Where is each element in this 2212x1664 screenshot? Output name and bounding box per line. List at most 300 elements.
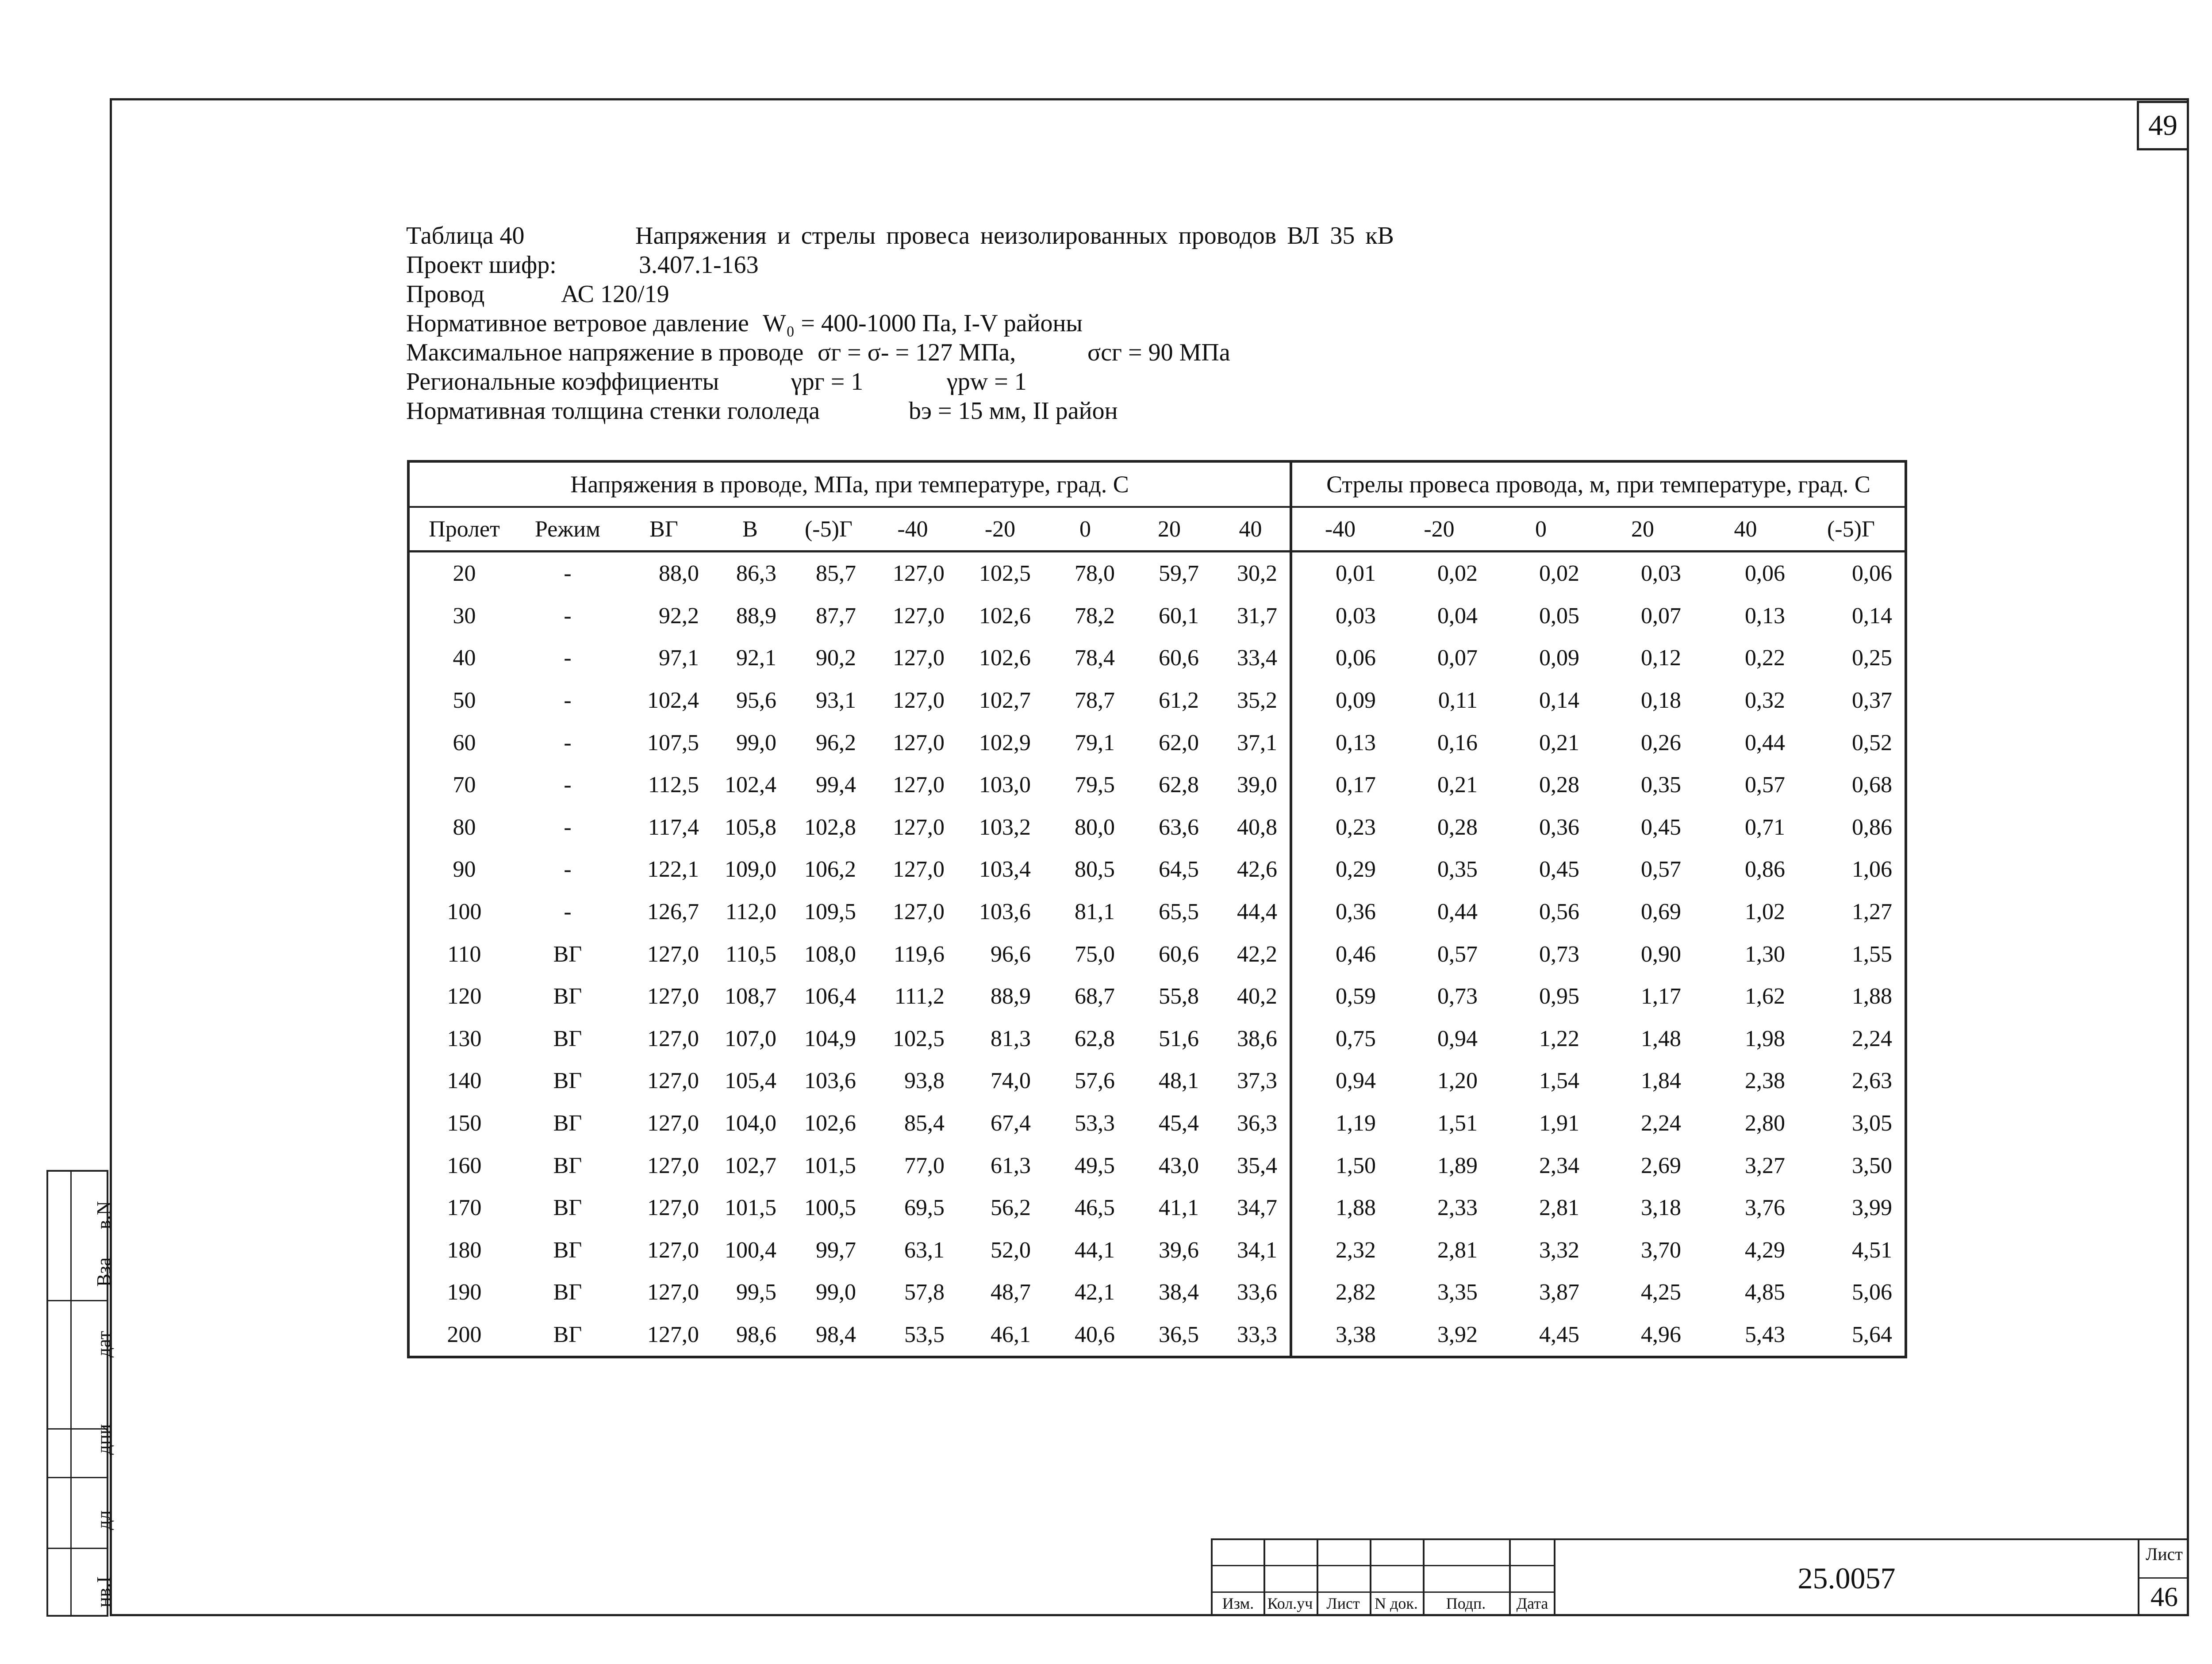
table-cell: 3,32 xyxy=(1539,1237,1579,1263)
table-cell: 127,0 xyxy=(647,1068,699,1094)
table-cell: 3,27 xyxy=(1745,1153,1785,1178)
column-header: -40 xyxy=(868,507,957,552)
table-cell: 99,7 xyxy=(816,1237,856,1263)
project-code: 3.407.1-163 xyxy=(639,251,759,279)
table-cell: 62,8 xyxy=(1075,1026,1115,1051)
table-cell: 1,88 xyxy=(1852,984,1892,1009)
column-header: В xyxy=(711,507,789,552)
table-cell: 0,13 xyxy=(1291,721,1388,764)
table-cell: 45,4 xyxy=(1159,1111,1199,1136)
table-cell: 0,13 xyxy=(1745,603,1785,629)
table-cell: 69,5 xyxy=(904,1195,945,1221)
table-cell: 42,1 xyxy=(1075,1280,1115,1305)
table-cell: 40,8 xyxy=(1237,814,1277,840)
table-row xyxy=(408,721,1906,764)
table-cell: - xyxy=(564,899,572,925)
table-cell: 109,0 xyxy=(725,857,776,882)
table-cell: 0,59 xyxy=(1291,975,1388,1018)
table-cell: 43,0 xyxy=(1159,1153,1199,1178)
table-cell: 60,6 xyxy=(1159,941,1199,967)
table-cell: 0,22 xyxy=(1745,645,1785,671)
table-cell: 0,94 xyxy=(1291,1060,1388,1102)
project-label: Проект шифр: xyxy=(406,251,557,279)
table-cell: 62,0 xyxy=(1159,730,1199,755)
table-cell: 127,0 xyxy=(893,688,945,713)
table-row xyxy=(408,552,1906,595)
table-cell: ВГ xyxy=(553,1195,582,1221)
table-cell: 112,0 xyxy=(725,899,776,925)
table-cell: 78,0 xyxy=(1075,561,1115,587)
table-cell: ВГ xyxy=(553,1280,582,1305)
table-cell: 106,2 xyxy=(804,857,856,882)
table-cell: 0,09 xyxy=(1539,645,1579,671)
table-cell: 5,64 xyxy=(1852,1322,1892,1347)
table-cell: 102,7 xyxy=(725,1153,776,1178)
table-cell: 44,4 xyxy=(1237,899,1277,925)
table-cell: 0,71 xyxy=(1745,814,1785,840)
table-cell: 0,07 xyxy=(1641,603,1681,629)
table-cell: 0,86 xyxy=(1745,857,1785,882)
table-cell: 0,01 xyxy=(1291,552,1388,595)
table-cell: 79,5 xyxy=(1075,772,1115,798)
table-cell: 68,7 xyxy=(1075,984,1115,1009)
inv-no-label: в.N xyxy=(93,1201,115,1229)
table-cell: 103,6 xyxy=(804,1068,856,1094)
wind-label: Нормативное ветровое давление xyxy=(406,310,749,337)
table-cell: 0,36 xyxy=(1291,891,1388,933)
table-cell: 34,7 xyxy=(1237,1195,1277,1221)
table-cell: 127,0 xyxy=(893,899,945,925)
table-cell: 0,86 xyxy=(1852,814,1892,840)
table-cell: 103,6 xyxy=(979,899,1031,925)
table-cell: 0,44 xyxy=(1437,899,1478,925)
table-cell: 119,6 xyxy=(893,941,945,967)
table-cell: - xyxy=(564,688,572,713)
table-cell: 90,2 xyxy=(816,645,856,671)
table-row xyxy=(408,637,1906,679)
table-row xyxy=(408,1229,1906,1272)
table-cell: 75,0 xyxy=(1075,941,1115,967)
table-cell: 0,11 xyxy=(1438,688,1478,713)
table-cell: 85,7 xyxy=(816,561,856,587)
table-cell: 48,1 xyxy=(1159,1068,1199,1094)
stress-value-1: σг = σ- = 127 МПа, xyxy=(818,339,1016,366)
table-cell: 96,2 xyxy=(816,730,856,755)
table-cell: 97,1 xyxy=(659,645,699,671)
table-cell: 3,18 xyxy=(1641,1195,1681,1221)
table-cell: 127,0 xyxy=(893,645,945,671)
table-cell: 0,04 xyxy=(1437,603,1478,629)
table-cell: ВГ xyxy=(553,1068,582,1094)
table-cell: - xyxy=(564,814,572,840)
table-cell: 0,16 xyxy=(1437,730,1478,755)
table-cell: 140 xyxy=(447,1068,482,1094)
table-row xyxy=(408,1144,1906,1187)
table-cell: 120 xyxy=(447,984,482,1009)
table-cell: 3,50 xyxy=(1852,1153,1892,1178)
table-cell: - xyxy=(564,603,572,629)
table-cell: 127,0 xyxy=(893,772,945,798)
column-header: 0 xyxy=(1490,507,1592,552)
table-cell: 67,4 xyxy=(991,1111,1031,1136)
table-cell: 2,24 xyxy=(1641,1111,1681,1136)
stamp-label-kol: Кол.уч xyxy=(1267,1595,1313,1612)
table-cell: 1,20 xyxy=(1437,1068,1478,1094)
table-cell: 1,62 xyxy=(1745,984,1785,1009)
table-cell: 105,8 xyxy=(725,814,776,840)
table-cell: 0,68 xyxy=(1852,772,1892,798)
table-cell: 96,6 xyxy=(991,941,1031,967)
table-cell: 63,1 xyxy=(904,1237,945,1263)
table-cell: 31,7 xyxy=(1237,603,1277,629)
table-cell: 52,0 xyxy=(991,1237,1031,1263)
table-cell: 110,5 xyxy=(725,941,776,967)
table-cell: 78,7 xyxy=(1075,688,1115,713)
table-cell: 127,0 xyxy=(893,857,945,882)
table-cell: 30,2 xyxy=(1237,561,1277,587)
table-cell: 0,06 xyxy=(1745,561,1785,587)
column-header: 20 xyxy=(1592,507,1694,552)
table-row xyxy=(408,891,1906,933)
table-cell: ВГ xyxy=(553,1026,582,1051)
table-cell: 40 xyxy=(453,645,476,671)
table-cell: 65,5 xyxy=(1159,899,1199,925)
table-cell: 200 xyxy=(447,1322,482,1347)
table-cell: 127,0 xyxy=(647,1026,699,1051)
table-cell: 106,4 xyxy=(804,984,856,1009)
table-cell: 0,18 xyxy=(1641,688,1681,713)
table-cell: 1,02 xyxy=(1745,899,1785,925)
column-header: 40 xyxy=(1694,507,1797,552)
table-cell: 127,0 xyxy=(893,561,945,587)
table-cell: 4,29 xyxy=(1745,1237,1785,1263)
table-cell: 0,29 xyxy=(1291,848,1388,891)
table-cell: 127,0 xyxy=(647,1322,699,1347)
table-cell: ВГ xyxy=(553,1111,582,1136)
table-cell: 99,0 xyxy=(816,1280,856,1305)
coef-value-2: γpw = 1 xyxy=(947,368,1027,395)
table-cell: 57,6 xyxy=(1075,1068,1115,1094)
table-cell: 80,0 xyxy=(1075,814,1115,840)
wind-value: W₀ = 400-1000 Па, I-V районы xyxy=(763,310,1083,337)
table-cell: 150 xyxy=(447,1111,482,1136)
table-cell: 103,2 xyxy=(979,814,1031,840)
table-cell: 1,06 xyxy=(1852,857,1892,882)
table-row xyxy=(408,679,1906,722)
table-cell: 60,6 xyxy=(1159,645,1199,671)
table-cell: 0,35 xyxy=(1437,857,1478,882)
table-cell: 127,0 xyxy=(647,1195,699,1221)
table-cell: 53,5 xyxy=(904,1322,945,1347)
table-cell: ВГ xyxy=(553,941,582,967)
sag-tension-table xyxy=(407,460,1907,1358)
table-cell: 0,03 xyxy=(1641,561,1681,587)
table-cell: 0,28 xyxy=(1437,814,1478,840)
table-cell: 0,95 xyxy=(1539,984,1579,1009)
table-cell: 50 xyxy=(453,688,476,713)
table-cell: 101,5 xyxy=(804,1153,856,1178)
table-cell: 108,0 xyxy=(804,941,856,967)
table-cell: 98,4 xyxy=(816,1322,856,1347)
table-cell: 80 xyxy=(453,814,476,840)
table-cell: 0,02 xyxy=(1539,561,1579,587)
table-cell: 126,7 xyxy=(647,899,699,925)
sheet-number: 46 xyxy=(2139,1577,2189,1616)
table-cell: 1,88 xyxy=(1291,1187,1388,1229)
table-cell: 99,0 xyxy=(736,730,776,755)
table-cell: 0,06 xyxy=(1852,561,1892,587)
table-cell: 130 xyxy=(447,1026,482,1051)
table-cell: 57,8 xyxy=(904,1280,945,1305)
table-cell: 127,0 xyxy=(893,814,945,840)
table-cell: 103,4 xyxy=(979,857,1031,882)
table-cell: 44,1 xyxy=(1075,1237,1115,1263)
table-cell: 74,0 xyxy=(991,1068,1031,1094)
table-cell: 2,82 xyxy=(1291,1271,1388,1314)
table-cell: 2,81 xyxy=(1437,1237,1478,1263)
inv-podl-label: нв.І xyxy=(93,1576,115,1607)
column-header: -20 xyxy=(957,507,1043,552)
stress-group-header: Напряжения в проводе, МПа, при температуре, град. С xyxy=(408,461,1291,507)
table-cell: 88,9 xyxy=(736,603,776,629)
table-cell: 92,1 xyxy=(736,645,776,671)
table-cell: 88,9 xyxy=(991,984,1031,1009)
table-cell: 127,0 xyxy=(647,1111,699,1136)
table-cell: 62,8 xyxy=(1159,772,1199,798)
left-margin-stamp xyxy=(46,1170,115,1617)
coef-label: Региональные коэффициенты xyxy=(406,368,719,395)
table-row xyxy=(408,595,1906,637)
table-cell: 0,94 xyxy=(1437,1026,1478,1051)
table-cell: 4,45 xyxy=(1539,1322,1579,1347)
table-cell: 99,5 xyxy=(736,1280,776,1305)
table-cell: 0,57 xyxy=(1437,941,1478,967)
table-cell: ВГ xyxy=(553,1237,582,1263)
column-header: 40 xyxy=(1211,507,1291,552)
table-cell: 33,4 xyxy=(1237,645,1277,671)
table-cell: 51,6 xyxy=(1159,1026,1199,1051)
table-cell: - xyxy=(564,730,572,755)
table-cell: 56,2 xyxy=(991,1195,1031,1221)
table-cell: 95,6 xyxy=(736,688,776,713)
table-cell: 0,37 xyxy=(1852,688,1892,713)
column-header: 20 xyxy=(1127,507,1211,552)
table-cell: 102,6 xyxy=(804,1111,856,1136)
stamp-label-podp: Подп. xyxy=(1446,1595,1486,1612)
table-cell: 38,6 xyxy=(1237,1026,1277,1051)
table-cell: 0,45 xyxy=(1641,814,1681,840)
table-cell: 5,43 xyxy=(1745,1322,1785,1347)
table-cell: 127,0 xyxy=(647,1237,699,1263)
table-cell: 49,5 xyxy=(1075,1153,1115,1178)
table-cell: 61,3 xyxy=(991,1153,1031,1178)
table-cell: 39,0 xyxy=(1237,772,1277,798)
table-cell: 48,7 xyxy=(991,1280,1031,1305)
table-cell: 1,89 xyxy=(1437,1153,1478,1178)
table-cell: 39,6 xyxy=(1159,1237,1199,1263)
table-cell: 79,1 xyxy=(1075,730,1115,755)
table-cell: 1,55 xyxy=(1852,941,1892,967)
table-cell: 0,45 xyxy=(1539,857,1579,882)
table-cell: 81,1 xyxy=(1075,899,1115,925)
table-cell: 42,2 xyxy=(1237,941,1277,967)
table-cell: 4,51 xyxy=(1852,1237,1892,1263)
table-cell: 61,2 xyxy=(1159,688,1199,713)
table-cell: 60 xyxy=(453,730,476,755)
table-cell: 110 xyxy=(447,941,481,967)
table-cell: 36,5 xyxy=(1159,1322,1199,1347)
column-header: -20 xyxy=(1388,507,1490,552)
table-cell: 99,4 xyxy=(816,772,856,798)
table-cell: 3,70 xyxy=(1641,1237,1681,1263)
wire-value: АС 120/19 xyxy=(561,280,669,308)
table-cell: ВГ xyxy=(553,1153,582,1178)
table-cell: 109,5 xyxy=(804,899,856,925)
table-cell: 1,22 xyxy=(1539,1026,1579,1051)
table-cell: 64,5 xyxy=(1159,857,1199,882)
table-cell: 36,3 xyxy=(1237,1111,1277,1136)
table-cell: - xyxy=(564,645,572,671)
table-cell: 2,69 xyxy=(1641,1153,1681,1178)
table-row xyxy=(408,933,1906,975)
table-cell: - xyxy=(564,772,572,798)
table-cell: 105,4 xyxy=(725,1068,776,1094)
table-cell: 0,56 xyxy=(1539,899,1579,925)
table-cell: 102,8 xyxy=(804,814,856,840)
table-cell: 127,0 xyxy=(647,1280,699,1305)
table-row xyxy=(408,1271,1906,1314)
table-cell: 117,4 xyxy=(648,814,699,840)
table-cell: 127,0 xyxy=(647,984,699,1009)
table-cell: ВГ xyxy=(553,984,582,1009)
table-row xyxy=(408,764,1906,806)
column-header: Пролет xyxy=(408,507,519,552)
table-cell: 4,96 xyxy=(1641,1322,1681,1347)
table-cell: 40,6 xyxy=(1075,1322,1115,1347)
table-cell: 0,17 xyxy=(1291,764,1388,806)
table-row xyxy=(408,1060,1906,1102)
table-cell: 20 xyxy=(453,561,476,587)
table-cell: 0,21 xyxy=(1539,730,1579,755)
table-cell: 0,25 xyxy=(1852,645,1892,671)
table-cell: 0,32 xyxy=(1745,688,1785,713)
table-cell: 38,4 xyxy=(1159,1280,1199,1305)
table-cell: 170 xyxy=(447,1195,482,1221)
table-row xyxy=(408,848,1906,891)
table-cell: 55,8 xyxy=(1159,984,1199,1009)
table-cell: 53,3 xyxy=(1075,1111,1115,1136)
table-cell: 3,38 xyxy=(1291,1314,1388,1357)
table-cell: 0,57 xyxy=(1745,772,1785,798)
table-cell: 0,90 xyxy=(1641,941,1681,967)
table-cell: 40,2 xyxy=(1237,984,1277,1009)
table-cell: 1,98 xyxy=(1745,1026,1785,1051)
table-cell: 37,3 xyxy=(1237,1068,1277,1094)
table-cell: 0,36 xyxy=(1539,814,1579,840)
table-cell: 1,84 xyxy=(1641,1068,1681,1094)
table-cell: 30 xyxy=(453,603,476,629)
table-cell: 102,4 xyxy=(647,688,699,713)
column-header: -40 xyxy=(1291,507,1388,552)
table-cell: 86,3 xyxy=(736,561,776,587)
table-cell: 0,07 xyxy=(1437,645,1478,671)
table-cell: 2,34 xyxy=(1539,1153,1579,1178)
table-cell: 100 xyxy=(447,899,482,925)
table-cell: 0,14 xyxy=(1852,603,1892,629)
table-cell: 122,1 xyxy=(647,857,699,882)
table-cell: 1,17 xyxy=(1641,984,1681,1009)
table-cell: 102,5 xyxy=(979,561,1031,587)
table-cell: 93,1 xyxy=(816,688,856,713)
table-cell: 100,5 xyxy=(804,1195,856,1221)
table-cell: 3,99 xyxy=(1852,1195,1892,1221)
table-cell: 92,2 xyxy=(659,603,699,629)
table-cell: 41,1 xyxy=(1159,1195,1199,1221)
table-cell: 2,81 xyxy=(1539,1195,1579,1221)
table-cell: 0,03 xyxy=(1291,595,1388,637)
sign-label: дпи xyxy=(93,1424,115,1455)
table-cell: 46,1 xyxy=(991,1322,1031,1347)
table-row xyxy=(408,975,1906,1018)
table-cell: 3,35 xyxy=(1437,1280,1478,1305)
table-cell: 102,9 xyxy=(979,730,1031,755)
table-cell: 107,0 xyxy=(725,1026,776,1051)
revision-grid xyxy=(1211,1538,1554,1616)
title-block xyxy=(1211,1538,2189,1616)
table-cell: 2,38 xyxy=(1745,1068,1785,1094)
table-cell: 104,9 xyxy=(804,1026,856,1051)
table-cell: 1,54 xyxy=(1539,1068,1579,1094)
table-cell: 127,0 xyxy=(647,941,699,967)
table-cell: 2,63 xyxy=(1852,1068,1892,1094)
vzam-label: Вза xyxy=(93,1257,115,1287)
table-cell: 101,5 xyxy=(725,1195,776,1221)
table-cell: 2,24 xyxy=(1852,1026,1892,1051)
table-cell: 81,3 xyxy=(991,1026,1031,1051)
podl-label: дл xyxy=(93,1510,115,1530)
table-cell: 112,5 xyxy=(648,772,699,798)
table-row xyxy=(408,1314,1906,1357)
table-cell: 0,46 xyxy=(1291,933,1388,975)
table-cell: 0,14 xyxy=(1539,688,1579,713)
table-cell: 80,5 xyxy=(1075,857,1115,882)
table-cell: 4,85 xyxy=(1745,1280,1785,1305)
table-cell: 98,6 xyxy=(736,1322,776,1347)
table-cell: 0,73 xyxy=(1539,941,1579,967)
table-cell: 0,02 xyxy=(1437,561,1478,587)
table-cell: 0,75 xyxy=(1291,1018,1388,1060)
table-cell: 0,57 xyxy=(1641,857,1681,882)
table-cell: 190 xyxy=(447,1280,482,1305)
table-cell: 0,06 xyxy=(1291,637,1388,679)
coef-value-1: γpг = 1 xyxy=(791,368,864,395)
table-cell: 63,6 xyxy=(1159,814,1199,840)
document-code: 25.0057 xyxy=(1554,1538,2138,1616)
table-cell: 127,0 xyxy=(893,730,945,755)
table-cell: 102,7 xyxy=(979,688,1031,713)
column-header: Режим xyxy=(519,507,616,552)
sheet-label: Лист xyxy=(2146,1544,2183,1564)
table-cell: 102,4 xyxy=(725,772,776,798)
table-cell: 111,2 xyxy=(894,984,945,1009)
column-header: (-5)Г xyxy=(789,507,868,552)
table-cell: 0,69 xyxy=(1641,899,1681,925)
table-row xyxy=(408,1018,1906,1060)
table-cell: 42,6 xyxy=(1237,857,1277,882)
table-cell: 35,2 xyxy=(1237,688,1277,713)
table-cell: 2,32 xyxy=(1291,1229,1388,1272)
table-cell: 3,92 xyxy=(1437,1322,1478,1347)
